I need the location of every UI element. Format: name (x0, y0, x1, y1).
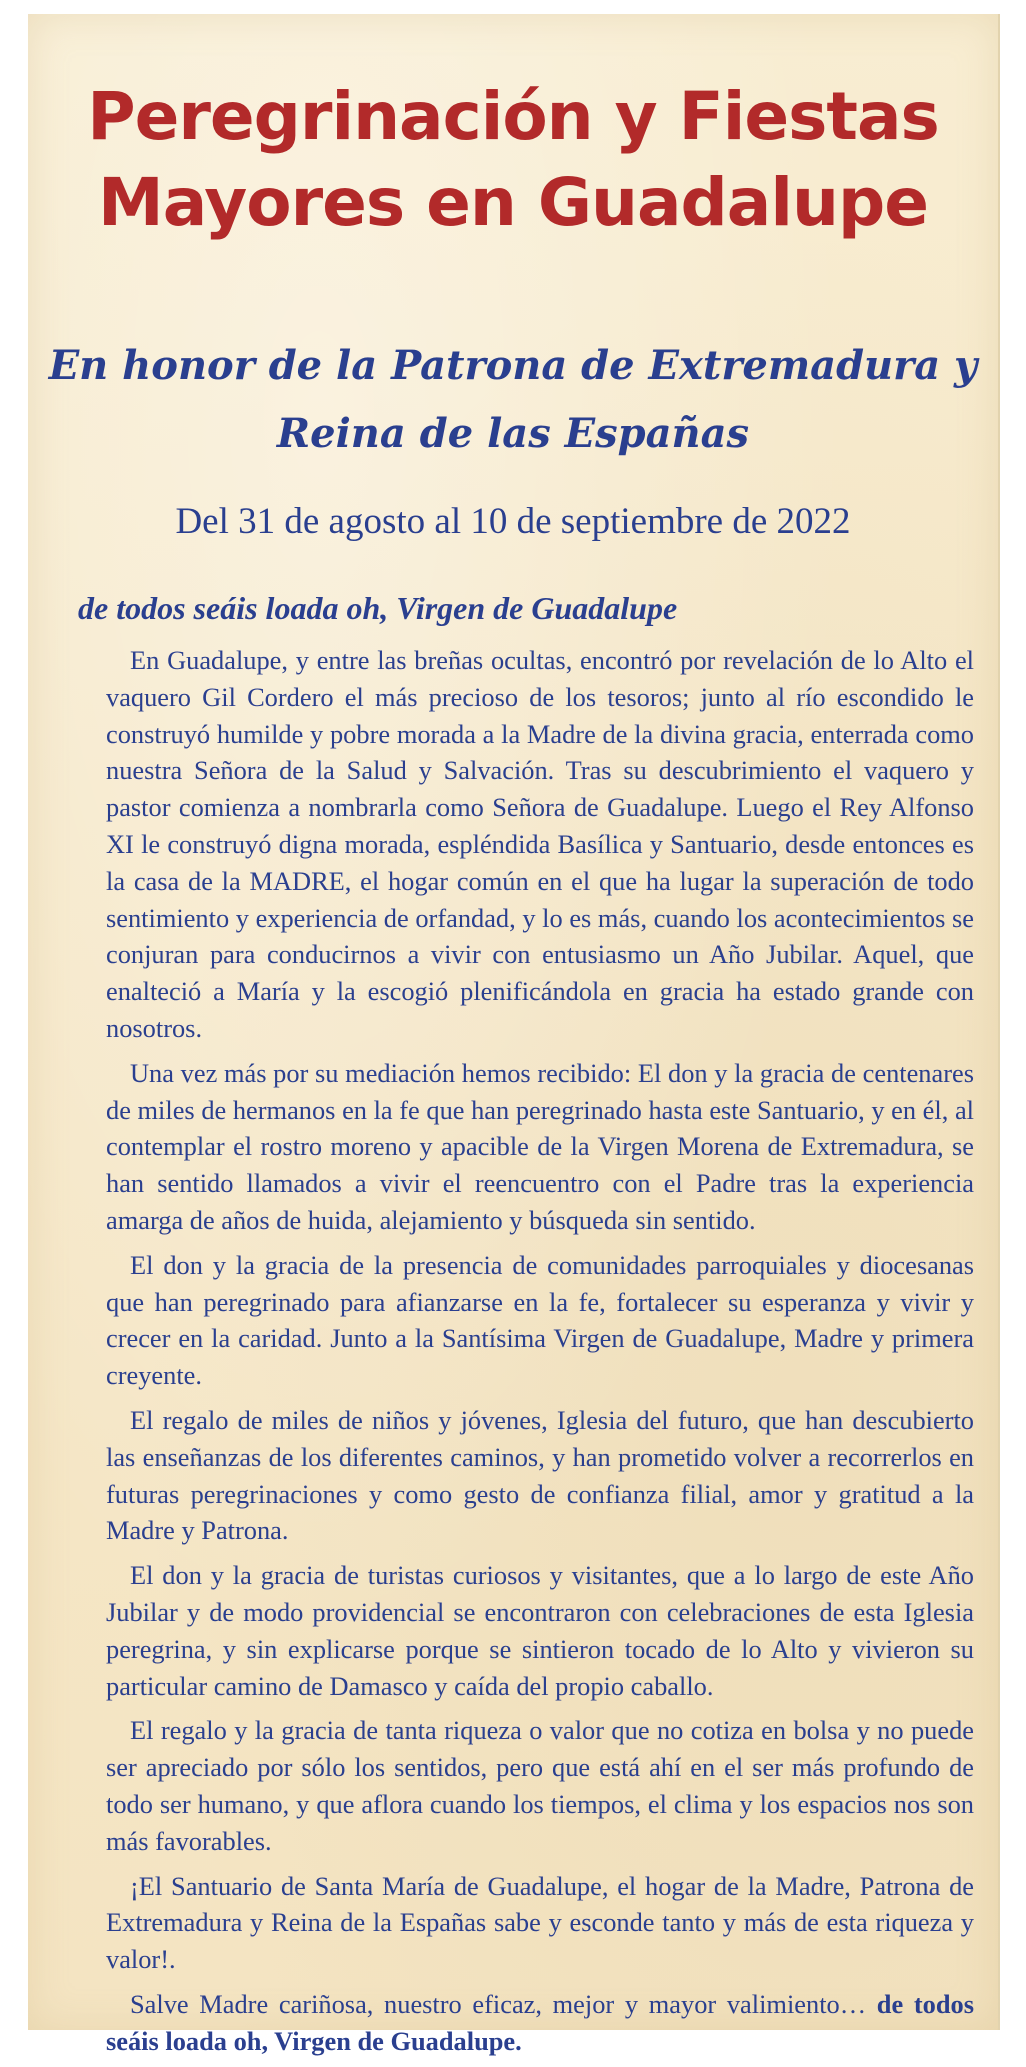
paragraph: El don y la gracia de turistas curiosos y visitantes, que a lo largo de este Año Jubilar y de modo providencial se encontraron con celebraciones de esta Iglesia peregrina, y sin explicarse porque se sintieron tocado de lo Alto y vivieron su particular camino de Damasco y caída del propio caballo. (106, 1560, 974, 1701)
document-sheet (28, 14, 1000, 2056)
subtitle-line-2: Reina de las Españas (276, 410, 750, 457)
subtitle (28, 332, 998, 468)
motto-heading: de todos seáis loada oh, Virgen de Guadalupe (78, 590, 678, 626)
closing-paragraph (106, 1986, 974, 2060)
title-line-2: Mayores en Guadalupe (98, 164, 928, 241)
paragraph: El regalo de miles de niños y jóvenes, Iglesia del futuro, que han descubierto las enseñanzas de los diferentes caminos, y han prometido volver a recorrerlos en futuras peregrinaciones y como gesto de confianza filial, amor y gratitud a la Madre y Patrona. (106, 1404, 974, 1546)
closing-motto: de todos seáis loada oh, Virgen de Guadalupe. (106, 1988, 974, 2056)
subtitle-line-1: En honor de la Patrona de Extremadura y (48, 342, 978, 389)
paragraph: En Guadalupe, y entre las breñas ocultas, encontró por revelación de lo Alto el vaquero Gil Cordero el más precioso de los tesoros; junto al río escondido le construyó humilde y pobre morada a la Madre de la divina gracia, enterrada como nuestra Señora de la Salud y Salvación. Tras su descubrimiento el vaquero y pastor comienza a nombrarla como Señora de Guadalupe. Luego el Rey Alfonso XI le construyó digna morada, espléndida Basílica y Santuario, desde entonces es la casa de la MADRE, el hogar común en el que ha lugar la superación de todo sentimiento y experiencia de orfandad, y lo es más, cuando los acontecimientos se conjuran para conducirnos a vivir con entusiasmo un Año Jubilar. Aquel, que enalteció a María y la escogió plenificándola en gracia ha estado grande con nosotros. (106, 645, 974, 1043)
paragraph: ¡El Santuario de Santa María de Guadalupe, el hogar de la Madre, Patrona de Extremadura y Reina de la Españas sabe y esconde tanto y más de esta riqueza y valor!. (106, 1870, 974, 1975)
paragraph: El regalo y la gracia de tanta riqueza o valor que no cotiza en bolsa y no puede ser apreciado por sólo los sentidos, pero que está ahí en el ser más profundo de todo ser humano, y que aflora cuando los tiempos, el clima y los espacios nos son más favorables. (106, 1715, 974, 1856)
body-text (106, 642, 974, 2067)
page-title (28, 74, 998, 246)
closing-text: Salve Madre cariñosa, nuestro eficaz, mejor y mayor valimiento… (130, 1988, 877, 2019)
event-dates: Del 31 de agosto al 10 de septiembre de 2022 (175, 501, 851, 542)
paragraph: El don y la gracia de la presencia de comunidades parroquiales y diocesanas que han peregrinado para afianzarse en la fe, fortalecer su esperanza y vivir y crecer en la caridad. Junto a la Santísima Virgen de Guadalupe, Madre y primera creyente. (106, 1249, 974, 1391)
title-line-1: Peregrinación y Fiestas (87, 78, 939, 155)
paragraph: Una vez más por su mediación hemos recibido: El don y la gracia de centenares de miles de hermanos en la fe que han peregrinado hasta este Santuario, y en él, al contemplar el rostro moreno y apacible de la Virgen Morena de Extremadura, se han sentido llamados a vivir el reencuentro con el Padre tras la experiencia amarga de años de huida, alejamiento y búsqueda sin sentido. (106, 1057, 974, 1235)
